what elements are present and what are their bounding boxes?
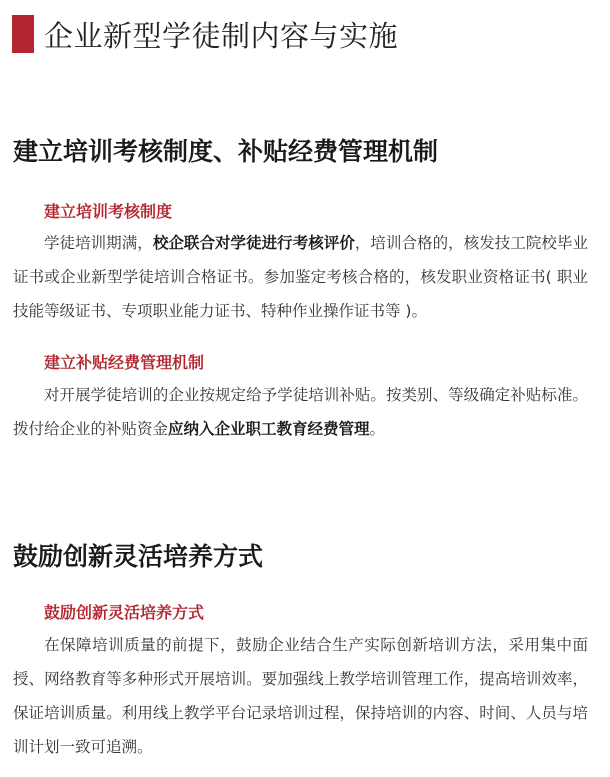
page-header xyxy=(12,14,398,54)
header-accent-bar xyxy=(12,15,34,53)
section-title-training-assessment: 建立培训考核制度、补贴经费管理机制 xyxy=(13,137,439,166)
para-text: 对开展学徒培训的企业按规定给予学徒培训补贴。按类别、等级确定补贴标准。拨付给企业的补贴资金 xyxy=(13,386,588,438)
para-text: ，培训合格的，核发技工院校毕业证书或企业新型学徒培训合格证书。参加鉴定考核合格的，核发职业资格证书( 职业技能等级证书、专项职业能力证书、特种作业操作证书等 )。 xyxy=(13,234,588,320)
subtitle-subsidy-management: 建立补贴经费管理机制 xyxy=(44,353,205,372)
section-title-flexible-training: 鼓励创新灵活培养方式 xyxy=(13,542,264,571)
subtitle-training-assessment: 建立培训考核制度 xyxy=(44,202,173,221)
paragraph-training-assessment xyxy=(13,226,588,328)
para-emphasis: 校企联合对学徒进行考核评价 xyxy=(152,234,355,252)
para-text: 学徒培训期满， xyxy=(44,234,153,252)
page-title: 企业新型学徒制内容与实施 xyxy=(44,18,399,53)
subtitle-flexible-training: 鼓励创新灵活培养方式 xyxy=(44,603,205,622)
para-text: 。 xyxy=(369,420,386,438)
paragraph-flexible-training: 在保障培训质量的前提下，鼓励企业结合生产实际创新培训方法，采用集中面授、网络教育等多种形式开展培训。要加强线上教学培训管理工作，提高培训效率，保证培训质量。利用线上教学平台记录培训过程，保持培训的内容、时间、人员与培训计划一致可追溯。 xyxy=(13,636,588,756)
para-emphasis: 应纳入企业职工教育经费管理 xyxy=(168,420,370,438)
paragraph-subsidy-management xyxy=(13,378,588,446)
